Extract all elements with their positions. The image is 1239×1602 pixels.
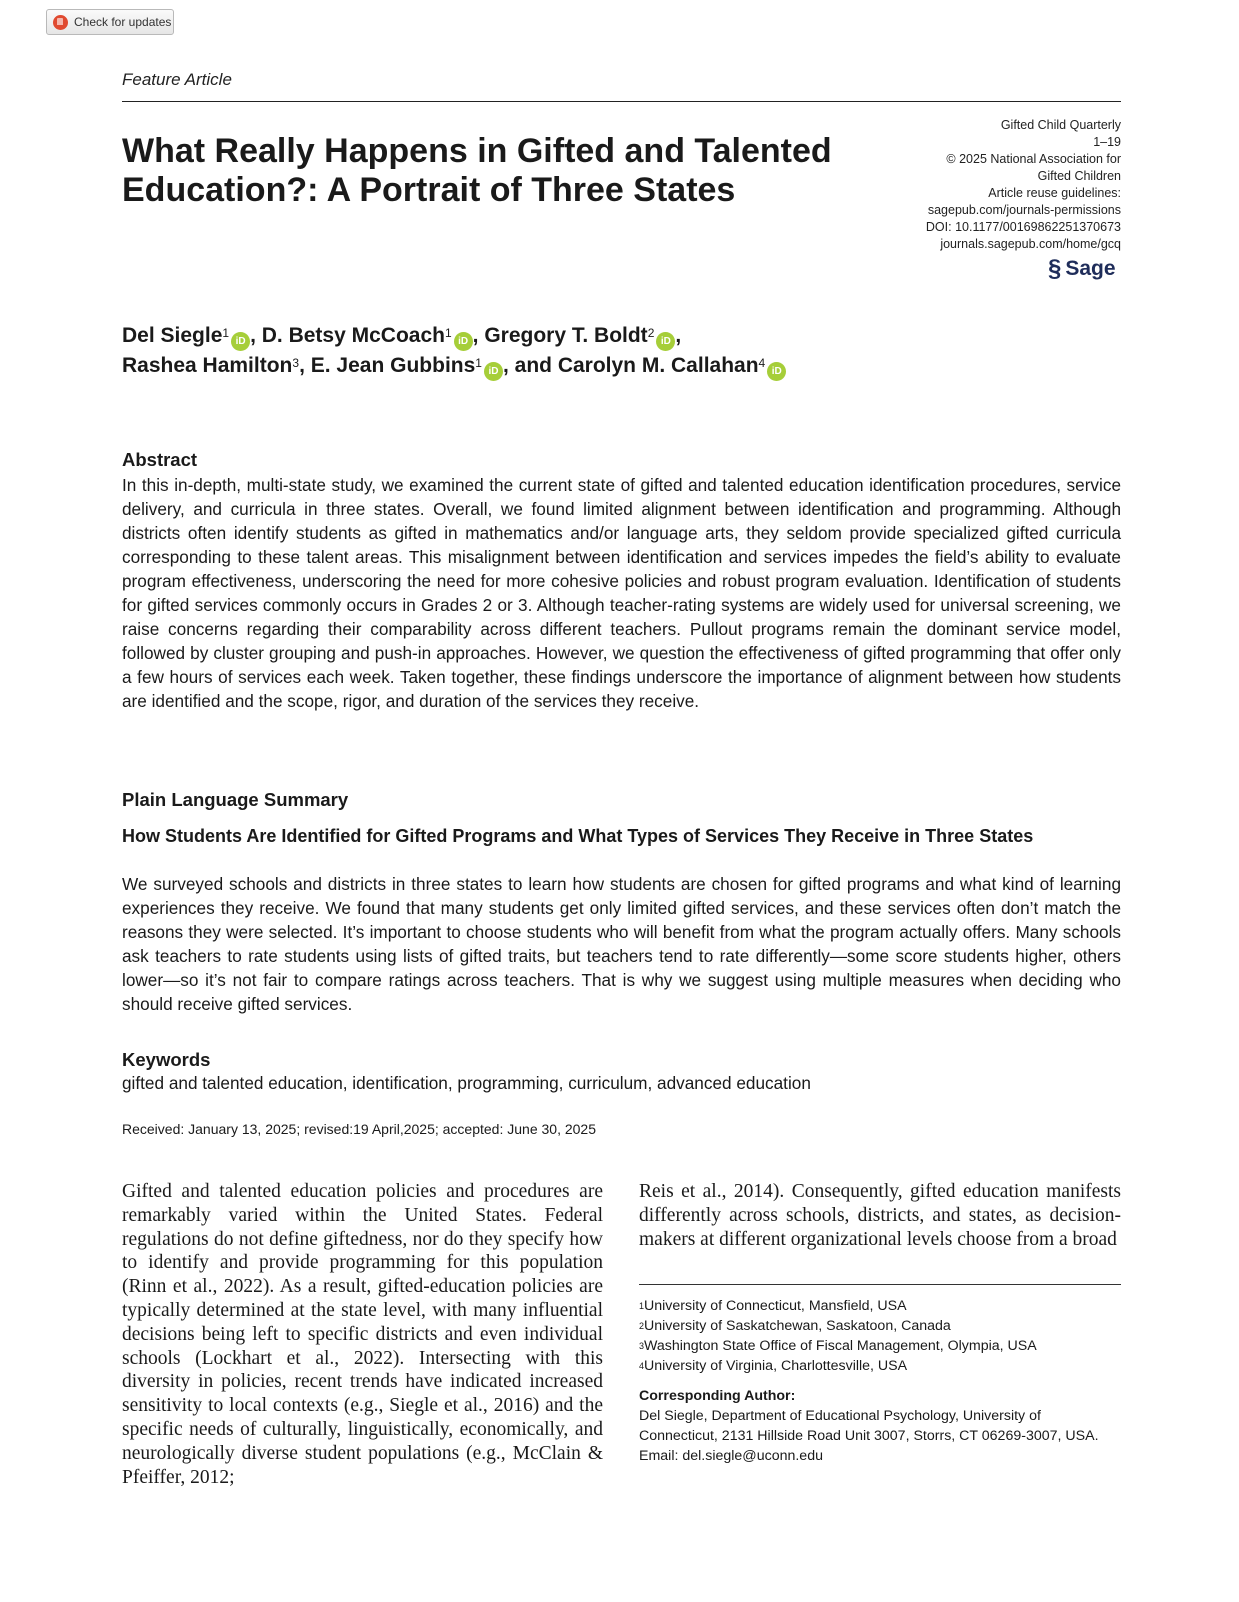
corresponding-author: [639, 1386, 1121, 1466]
author-list: [122, 321, 1122, 381]
article-dates: Received: January 13, 2025; revised:19 April,2025; accepted: June 30, 2025: [122, 1121, 596, 1137]
bookmark-icon: [53, 15, 68, 30]
affiliation-item: [639, 1316, 1121, 1336]
reuse-label: Article reuse guidelines:: [988, 186, 1121, 200]
orcid-icon[interactable]: iD: [454, 332, 473, 351]
orcid-icon[interactable]: iD: [767, 362, 786, 381]
affiliation-text: University of Connecticut, Mansfield, USA: [644, 1298, 907, 1314]
author-separator: ,: [299, 354, 311, 377]
orcid-icon[interactable]: iD: [484, 362, 503, 381]
journal-info: [801, 117, 1121, 253]
sage-s-icon: §: [1048, 255, 1062, 282]
affiliation-item: [639, 1296, 1121, 1316]
corresponding-email[interactable]: Email: del.siegle@uconn.edu: [639, 1448, 823, 1464]
sage-logo-text: Sage: [1065, 257, 1116, 280]
corresponding-line: Connecticut, 2131 Hillside Road Unit 3007, Storrs, CT 06269-3007, USA.: [639, 1428, 1099, 1444]
affiliation-item: [639, 1356, 1121, 1376]
author-name: D. Betsy McCoach: [261, 324, 445, 347]
orcid-icon[interactable]: iD: [231, 332, 250, 351]
check-for-updates-button[interactable]: [46, 9, 174, 35]
body-column-left: Gifted and talented education policies and procedures are remarkably varied within the United States. Federal regulations do not define giftedness, nor do they specify how to identify and provide programming for this population (Rinn et al., 2022). As a result, gifted-education policies are typically determined at the state level, with many influential decisions being left to specific districts and even individual schools (Lockhart et al., 2022). Intersecting with this diversity in policies, recent trends have indicated increased sensitivity to local contexts (e.g., Siegle et al., 2016) and the specific needs of culturally, linguistically, economically, and neurologically diverse student populations (e.g., McClain & Pfeiffer, 2012;: [122, 1181, 603, 1488]
abstract-heading: Abstract: [122, 449, 198, 470]
footnote-rule: [639, 1284, 1121, 1285]
author-separator: ,: [472, 324, 485, 347]
affiliation-text: University of Virginia, Charlottesville, USA: [644, 1358, 908, 1374]
author-name: Del Siegle: [122, 324, 223, 347]
body-column-right: Reis et al., 2014). Consequently, gifted education manifests differently across schools, districts, and states, as decision-makers at different organizational levels choose from a broad: [639, 1181, 1121, 1250]
copyright-line-2: Gifted Children: [1037, 169, 1121, 183]
corresponding-author-label: Corresponding Author:: [639, 1388, 796, 1404]
author-affiliation-mark: 1: [222, 326, 230, 340]
affiliation-number: 3: [639, 1341, 645, 1351]
affiliation-number: 1: [639, 1301, 645, 1311]
author-affiliation-mark: 1: [475, 356, 482, 370]
author-affiliation-mark: 3: [292, 356, 300, 370]
keywords-heading: Keywords: [122, 1049, 211, 1070]
orcid-icon[interactable]: iD: [656, 332, 675, 351]
affiliation-number: 2: [639, 1321, 645, 1331]
author-affiliation-mark: 1: [444, 326, 452, 340]
journal-link[interactable]: journals.sagepub.com/home/gcq: [940, 237, 1121, 251]
doi[interactable]: DOI: 10.1177/00169862251370673: [925, 220, 1121, 234]
journal-name: Gifted Child Quarterly: [1000, 118, 1121, 132]
journal-pages: 1–19: [1093, 135, 1121, 149]
copyright-line-1: © 2025 National Association for: [946, 152, 1121, 166]
keywords-text: gifted and talented education, identification, programming, curriculum, advanced education: [122, 1073, 811, 1093]
author-affiliation-mark: 4: [758, 356, 766, 370]
affiliation-text: University of Saskatchewan, Saskatoon, Canada: [644, 1318, 951, 1334]
check-for-updates-label: Check for updates: [74, 15, 172, 29]
plain-summary-subheading: How Students Are Identified for Gifted Programs and What Types of Services They Receive in Three States: [122, 826, 1034, 846]
corresponding-line: Del Siegle, Department of Educational Psychology, University of: [639, 1408, 1041, 1424]
author-name: Gregory T. Boldt: [484, 324, 648, 347]
sage-logo: [1048, 255, 1116, 283]
plain-summary-text: We surveyed schools and districts in three states to learn how students are chosen for gifted programs and what kind of learning experiences they receive. We found that many students get only limited gifted services, and these services often don’t match the reasons they were selected. It’s important to choose students who will benefit from what the program actually offers. Many schools ask teachers to rate students using lists of gifted traits, but teachers tend to rate differently—some score students higher, others lower—so it’s not fair to compare ratings across teachers. That is why we suggest using multiple measures when deciding who should receive gifted services.: [122, 874, 1121, 1014]
header-rule: [122, 101, 1121, 102]
author-separator: ,: [250, 324, 262, 347]
author-separator: ,: [675, 324, 682, 347]
author-name: Carolyn M. Callahan: [557, 354, 759, 377]
author-name: Rashea Hamilton: [122, 354, 293, 377]
article-title: What Really Happens in Gifted and Talented Education?: A Portrait of Three States: [122, 132, 832, 209]
reuse-link[interactable]: sagepub.com/journals-permissions: [927, 203, 1121, 217]
article-type: Feature Article: [122, 70, 232, 89]
affiliations: [639, 1296, 1121, 1376]
author-affiliation-mark: 2: [647, 326, 655, 340]
affiliation-text: Washington State Office of Fiscal Management, Olympia, USA: [644, 1338, 1037, 1354]
abstract-text: In this in-depth, multi-state study, we examined the current state of gifted and talented education identification procedures, service delivery, and curricula in three states. Overall, we found limited alignment between identification and programming. Although districts often identify students as gifted in mathematics and/or language arts, they seldom provide specialized gifted curricula corresponding to these talent areas. This misalignment between identification and services impedes the field’s ability to evaluate program effectiveness, underscoring the need for more cohesive policies and robust program evaluation. Identification of students for gifted services commonly occurs in Grades 2 or 3. Although teacher-rating systems are widely used for universal screening, we raise concerns regarding their comparability across different teachers. Pullout programs remain the dominant service model, followed by cluster grouping and push-in approaches. However, we question the effectiveness of gifted programming that offer only a few hours of services each week. Taken together, these findings underscore the importance of alignment between how students are identified and the scope, rigor, and duration of the services they receive.: [122, 475, 1121, 711]
affiliation-item: [639, 1336, 1121, 1356]
author-name: E. Jean Gubbins: [310, 354, 476, 377]
affiliation-number: 4: [639, 1361, 645, 1371]
plain-summary-heading: Plain Language Summary: [122, 789, 349, 810]
author-separator: , and: [502, 354, 558, 377]
